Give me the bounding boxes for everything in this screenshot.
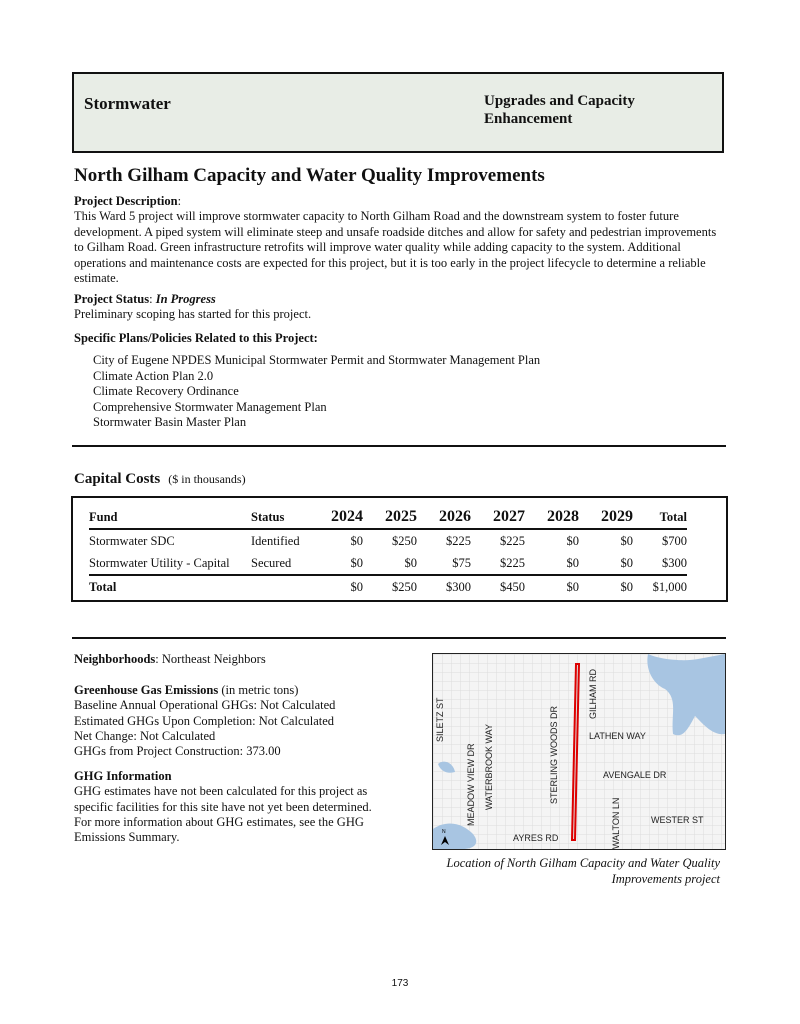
cell: $0 <box>404 555 417 570</box>
street-label: AVENGALE DR <box>603 770 667 780</box>
col-total: Total <box>633 506 687 529</box>
project-status: Project Status: In Progress Preliminary scoping has started for this project. <box>74 292 312 322</box>
description-text: This Ward 5 project will improve stormwater capacity to North Gilham Road and the downstream system to foster future development. A piped system will eliminate steep and unsafe roadside ditches and allow for safety and pedestrian improvements to Gilham Road. Green infrastructure retrofits will improve water quality while adding capacity to the system. Additional operations and maintenance costs are expected for this project, but it is too early in the project lifecycle to determine a reliable estimate. <box>74 209 717 286</box>
ghg-line: GHGs from Project Construction: 373.00 <box>74 744 281 759</box>
capital-unit: ($ in thousands) <box>168 472 246 486</box>
table-total-row <box>89 575 687 598</box>
north-label: N <box>442 829 446 835</box>
ghg-line: Baseline Annual Operational GHGs: Not Calculated <box>74 698 336 713</box>
cell: Secured <box>251 555 292 570</box>
status-text: Preliminary scoping has started for this project. <box>74 307 312 322</box>
col-year: 2026 <box>417 506 471 529</box>
cell: $300 <box>662 555 687 570</box>
ghg-info-text: GHG estimates have not been calculated for this project as specific facilities for this site have not yet been determined. For more information about GHG estimates, see the GHG Emissions Summary. <box>74 784 372 845</box>
table-row <box>89 552 687 575</box>
cell: $0 <box>620 533 633 548</box>
divider <box>72 637 726 639</box>
cell: $300 <box>417 575 471 598</box>
status-value: In Progress <box>155 292 216 306</box>
plan-item: Climate Action Plan 2.0 <box>93 368 214 383</box>
street-label: SILETZ ST <box>435 697 445 742</box>
ghg-line: Estimated GHGs Upon Completion: Not Calculated <box>74 713 335 728</box>
cell: $225 <box>500 533 525 548</box>
cell: $250 <box>363 575 417 598</box>
plans-label: Specific Plans/Policies Related to this Project: <box>74 331 318 345</box>
cell: Identified <box>251 533 300 548</box>
street-label: MEADOW VIEW DR <box>466 743 476 826</box>
ghg-line: Net Change: Not Calculated <box>74 728 216 743</box>
cell: $250 <box>392 533 417 548</box>
cell: $0 <box>350 555 363 570</box>
project-description: Project Description: This Ward 5 project will improve stormwater capacity to North Gilham Road and the downstream system to foster future development. A piped system will eliminate steep and unsafe roadside ditches and allow for safety and pedestrian improvements to Gilham Road. Green infrastructure retrofits will improve water quality while adding capacity to the system. Additional operations and maintenance costs are expected for this project, but it is too early in the project lifecycle to determine a reliable estimate. <box>74 194 717 286</box>
cell: $225 <box>446 533 471 548</box>
map-caption: Location of North Gilham Capacity and Water Quality Improvements project <box>446 856 720 886</box>
cell: $700 <box>662 533 687 548</box>
ghg-label: Greenhouse Gas Emissions <box>74 683 219 698</box>
cell: $0 <box>350 533 363 548</box>
col-year: 2029 <box>579 506 633 529</box>
plan-item: Comprehensive Stormwater Management Plan <box>93 399 327 414</box>
street-label: WATERBROOK WAY <box>484 723 494 810</box>
cell: $225 <box>500 555 525 570</box>
ghg-unit: (in metric tons) <box>221 683 299 698</box>
capital-costs-table <box>71 496 728 602</box>
cell <box>251 575 309 598</box>
cell: $0 <box>566 555 579 570</box>
plans-section <box>74 331 726 430</box>
cell: Stormwater SDC <box>89 533 175 548</box>
divider <box>72 445 726 447</box>
category-header <box>72 72 724 153</box>
plan-item: Climate Recovery Ordinance <box>93 384 239 399</box>
col-year: 2025 <box>363 506 417 529</box>
capital-title-text: Capital Costs <box>74 471 161 487</box>
cell: Total <box>89 575 251 598</box>
location-map <box>432 653 726 850</box>
cell: Stormwater Utility - Capital <box>89 555 230 570</box>
capital-costs-title <box>74 471 246 488</box>
col-fund: Fund <box>89 506 251 529</box>
table-header <box>89 506 687 529</box>
cell: $1,000 <box>633 575 687 598</box>
col-year: 2027 <box>471 506 525 529</box>
col-year: 2028 <box>525 506 579 529</box>
neighborhoods-label: Neighborhoods <box>74 652 156 666</box>
cell: $0 <box>579 575 633 598</box>
subcategory: Upgrades and Capacity Enhancement <box>484 93 635 127</box>
plan-item: City of Eugene NPDES Municipal Stormwater Permit and Stormwater Management Plan <box>93 353 541 368</box>
cell: $0 <box>309 575 363 598</box>
neighborhoods-value: Northeast Neighbors <box>161 652 266 666</box>
cell: $0 <box>525 575 579 598</box>
cell: $75 <box>452 555 471 570</box>
street-label: WALTON LN <box>611 797 621 849</box>
description-label: Project Description <box>74 194 178 208</box>
street-label: LATHEN WAY <box>589 731 646 741</box>
street-label: WESTER ST <box>651 815 704 825</box>
page-number: 173 <box>391 978 409 989</box>
ghg-info-label: GHG Information <box>74 769 172 784</box>
table-row <box>89 529 687 552</box>
project-title: North Gilham Capacity and Water Quality Improvements <box>74 165 545 186</box>
col-status: Status <box>251 506 309 529</box>
street-label: AYRES RD <box>513 833 559 843</box>
map-graphic <box>433 654 725 849</box>
status-label: Project Status <box>74 292 150 306</box>
plan-item: Stormwater Basin Master Plan <box>93 415 247 430</box>
cell: $0 <box>566 533 579 548</box>
category: Stormwater <box>84 94 171 113</box>
col-year: 2024 <box>309 506 363 529</box>
details-section: Neighborhoods: Northeast Neighbors Greenhouse Gas Emissions (in metric tons) Baseline Annual Operational GHGs: Not Calculated Estimated GHGs Upon Completion: Not Calculated Net Change: Not Calculated GHGs from Project Construction: 373.00 GHG Information GHG estimates have not been calculated for this project as specific facilities for this site have not yet been determined. For more information about GHG estimates, see the GHG Emissions Summary. <box>74 652 372 845</box>
street-label: STERLING WOODS DR <box>549 705 559 804</box>
cell: $450 <box>471 575 525 598</box>
street-label: GILHAM RD <box>588 668 598 719</box>
cell: $0 <box>620 555 633 570</box>
